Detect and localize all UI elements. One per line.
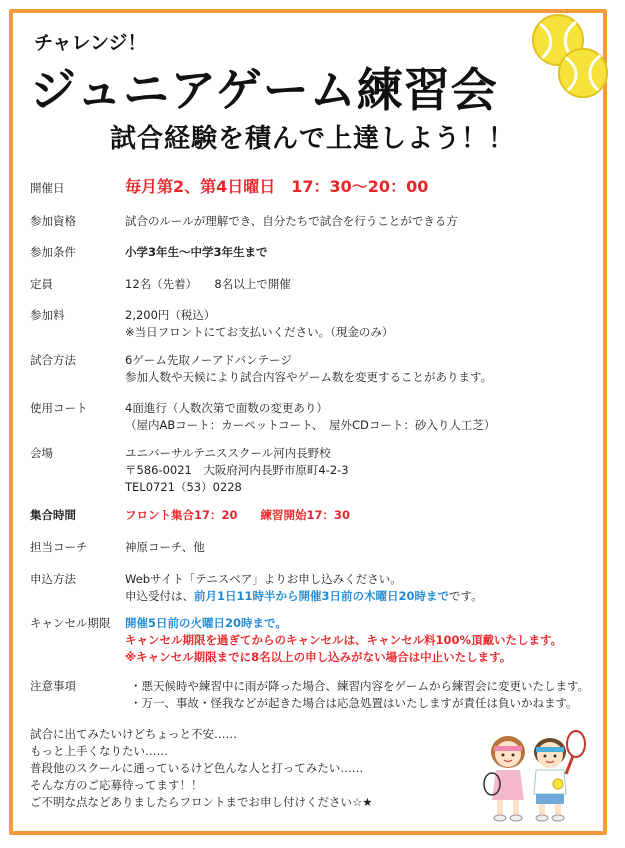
venue-name: ユニバーサルテニススクール河内長野校 bbox=[125, 446, 331, 460]
footer-line: 試合に出てみたいけどちょっと不安…… bbox=[30, 727, 237, 741]
fee-value bbox=[125, 307, 605, 341]
venue-address: 〒586-0021 大阪府河内長野市原町4-2-3 bbox=[125, 463, 349, 477]
row-courts bbox=[30, 400, 600, 434]
footer-line: そんな方のご応募待ってます！！ bbox=[30, 778, 203, 792]
row-label: 集合時間 bbox=[30, 508, 76, 522]
row-cancel bbox=[30, 615, 600, 666]
row-venue bbox=[30, 445, 600, 496]
row-label: 会場 bbox=[30, 446, 53, 460]
courts-line: 4面進行（人数次第で面数の変更あり） bbox=[125, 401, 328, 415]
coach-value: 神原コーチ、他 bbox=[125, 540, 205, 554]
footer-message bbox=[30, 726, 373, 811]
venue-phone: TEL0721（53）0228 bbox=[125, 480, 242, 494]
row-apply bbox=[30, 571, 600, 605]
apply-value bbox=[125, 571, 605, 605]
format-line: 6ゲーム先取ノーアドバンテージ bbox=[125, 353, 292, 367]
cancel-min-note: ※キャンセル期限までに8名以上の申し込みがない場合は中止いたします。 bbox=[125, 650, 512, 664]
notes-line: ・悪天候時や練習中に雨が降った場合、練習内容をゲームから練習会に変更いたします。 bbox=[130, 679, 590, 693]
tennis-ball-icon bbox=[556, 46, 610, 100]
fee-amount: 2,200円（税込） bbox=[125, 308, 216, 322]
courts-note: （屋内ABコート：カーペットコート、 屋外CDコート：砂入り人工芝） bbox=[125, 418, 496, 432]
format-note: 参加人数や天候により試合内容やゲーム数を変更することがあります。 bbox=[125, 370, 493, 384]
row-label: 定員 bbox=[30, 277, 53, 291]
apply-period: 申込受付は、前月1日11時半から開催3日前の木曜日20時までです。 bbox=[125, 589, 483, 603]
notes-line: ・万一、事故・怪我などが起きた場合は応急処置はいたしますが責任は負いかねます。 bbox=[130, 696, 578, 710]
row-label: 試合方法 bbox=[30, 353, 76, 367]
format-value bbox=[125, 352, 605, 386]
row-notes bbox=[30, 678, 600, 712]
venue-value bbox=[125, 445, 605, 496]
footer-line: もっと上手くなりたい…… bbox=[30, 744, 168, 758]
row-label: 使用コート bbox=[30, 401, 88, 415]
condition-value: 小学3年生〜中学3年生まで bbox=[125, 245, 268, 259]
date-value: 毎月第2、第4日曜日 17：30〜20：00 bbox=[125, 177, 429, 196]
page-subtitle: 試合経験を積んで上達しよう！！ bbox=[109, 124, 515, 154]
row-label: 開催日 bbox=[30, 181, 65, 195]
cancel-value bbox=[125, 615, 605, 666]
apply-line: Webサイト「テニスベア」よりお申し込みください。 bbox=[125, 572, 402, 586]
row-label: 申込方法 bbox=[30, 572, 76, 586]
courts-value bbox=[125, 400, 605, 434]
row-format bbox=[30, 352, 600, 386]
page-title: ジュニアゲーム練習会 bbox=[30, 63, 498, 117]
capacity-value: 12名（先着） 8名以上で開催 bbox=[125, 277, 291, 291]
row-label: 参加料 bbox=[30, 308, 65, 322]
meeting-value: フロント集合17：20 練習開始17：30 bbox=[125, 508, 351, 522]
fee-note: ※当日フロントにてお支払いください。（現金のみ） bbox=[125, 325, 394, 339]
row-label: キャンセル期限 bbox=[30, 616, 111, 630]
row-label: 参加条件 bbox=[30, 245, 76, 259]
cancel-deadline: 開催5日前の火曜日20時まで。 bbox=[125, 616, 287, 630]
footer-line: ご不明な点などありましたらフロントまでお申し付けください☆★ bbox=[30, 795, 373, 809]
row-label: 担当コーチ bbox=[30, 540, 88, 554]
kids-tennis-illustration bbox=[478, 722, 596, 826]
qualification-value: 試合のルールが理解でき、自分たちで試合を行うことができる方 bbox=[125, 214, 458, 228]
notes-value bbox=[130, 678, 610, 712]
footer-line: 普段他のスクールに通っているけど色んな人と打ってみたい…… bbox=[30, 761, 364, 775]
row-label: 注意事項 bbox=[30, 679, 76, 693]
row-label: 参加資格 bbox=[30, 214, 76, 228]
challenge-label: チャレンジ！ bbox=[34, 32, 147, 54]
cancel-fee-note: キャンセル期限を過ぎてからのキャンセルは、キャンセル料100%頂戴いたします。 bbox=[125, 633, 563, 647]
row-fee bbox=[30, 307, 600, 341]
